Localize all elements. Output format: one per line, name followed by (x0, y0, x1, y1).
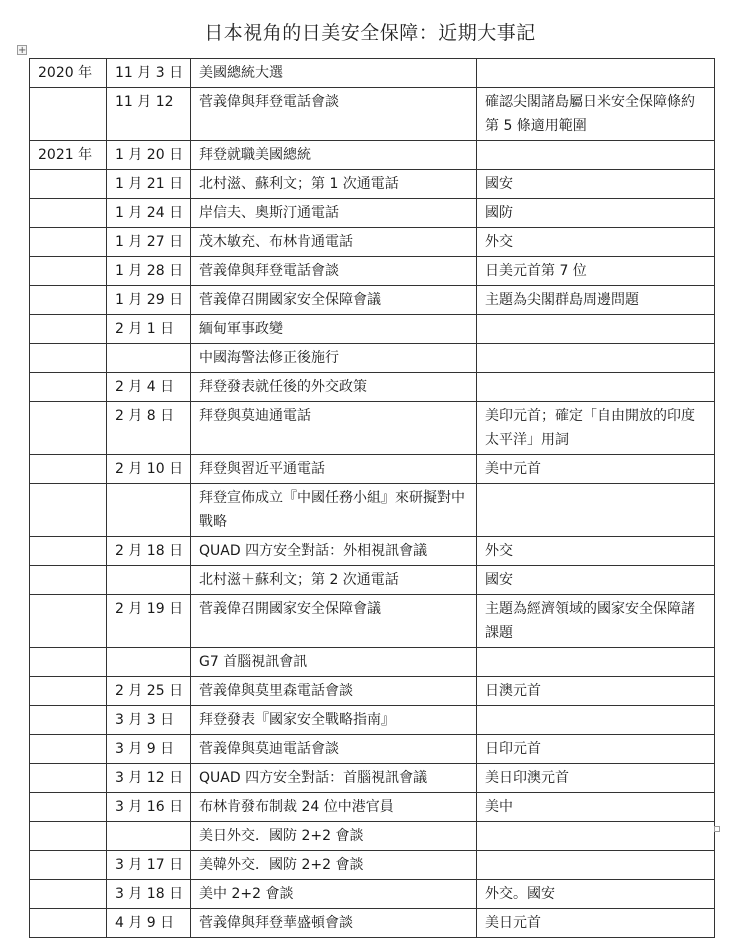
note-cell (477, 59, 715, 88)
event-cell: 菅義偉召開國家安全保障會議 (191, 595, 477, 648)
event-cell: 緬甸軍事政變 (191, 315, 477, 344)
table-row (30, 764, 715, 793)
table-row (30, 344, 715, 373)
year-cell (30, 228, 107, 257)
date-cell: 2 月 10 日 (107, 455, 191, 484)
note-cell: 外交。國安 (477, 880, 715, 909)
year-cell (30, 735, 107, 764)
date-cell: 3 月 18 日 (107, 880, 191, 909)
year-cell (30, 677, 107, 706)
date-cell: 11 月 3 日 (107, 59, 191, 88)
event-cell: 菅義偉召開國家安全保障會議 (191, 286, 477, 315)
event-cell: 菅義偉與莫里森電話會談 (191, 677, 477, 706)
year-cell (30, 822, 107, 851)
note-cell: 日印元首 (477, 735, 715, 764)
date-cell: 2 月 19 日 (107, 595, 191, 648)
year-cell (30, 402, 107, 455)
date-cell (107, 648, 191, 677)
date-cell: 1 月 20 日 (107, 141, 191, 170)
year-cell (30, 170, 107, 199)
date-cell: 2 月 8 日 (107, 402, 191, 455)
event-cell: 美中 2+2 會談 (191, 880, 477, 909)
event-cell: QUAD 四方安全對話：外相視訊會議 (191, 537, 477, 566)
year-cell (30, 537, 107, 566)
year-cell (30, 344, 107, 373)
table-row (30, 595, 715, 648)
event-cell: QUAD 四方安全對話：首腦視訊會議 (191, 764, 477, 793)
note-cell (477, 648, 715, 677)
date-cell: 2 月 4 日 (107, 373, 191, 402)
event-cell: 拜登發表就任後的外交政策 (191, 373, 477, 402)
year-cell (30, 88, 107, 141)
table-row (30, 257, 715, 286)
table-row (30, 648, 715, 677)
event-cell: G7 首腦視訊會訊 (191, 648, 477, 677)
note-cell: 外交 (477, 537, 715, 566)
year-cell (30, 595, 107, 648)
date-cell: 4 月 9 日 (107, 909, 191, 938)
year-cell (30, 851, 107, 880)
table-row (30, 402, 715, 455)
date-cell: 1 月 21 日 (107, 170, 191, 199)
note-cell (477, 373, 715, 402)
table-row (30, 199, 715, 228)
table-row (30, 735, 715, 764)
year-cell (30, 706, 107, 735)
event-cell: 菅義偉與拜登電話會談 (191, 88, 477, 141)
note-cell: 美中 (477, 793, 715, 822)
table-row (30, 851, 715, 880)
table-row (30, 909, 715, 938)
event-cell: 岸信夫、奧斯汀通電話 (191, 199, 477, 228)
table-row (30, 286, 715, 315)
note-cell: 國安 (477, 566, 715, 595)
year-cell (30, 648, 107, 677)
year-cell (30, 764, 107, 793)
year-cell (30, 315, 107, 344)
date-cell: 1 月 27 日 (107, 228, 191, 257)
table-row (30, 59, 715, 88)
date-cell: 1 月 29 日 (107, 286, 191, 315)
event-cell: 美日外交．國防 2+2 會談 (191, 822, 477, 851)
event-cell: 菅義偉與莫迪電話會談 (191, 735, 477, 764)
event-cell: 拜登發表『國家安全戰略指南』 (191, 706, 477, 735)
table-row (30, 373, 715, 402)
note-cell (477, 706, 715, 735)
event-cell: 拜登與莫迪通電話 (191, 402, 477, 455)
table-row (30, 537, 715, 566)
note-cell (477, 822, 715, 851)
year-cell (30, 373, 107, 402)
year-cell (30, 484, 107, 537)
event-cell: 布林肯發布制裁 24 位中港官員 (191, 793, 477, 822)
date-cell: 2 月 25 日 (107, 677, 191, 706)
note-cell (477, 344, 715, 373)
event-cell: 拜登就職美國總統 (191, 141, 477, 170)
note-cell: 美日元首 (477, 909, 715, 938)
table-row (30, 706, 715, 735)
year-cell (30, 455, 107, 484)
table-row (30, 315, 715, 344)
year-cell (30, 880, 107, 909)
table-row (30, 677, 715, 706)
note-cell: 國防 (477, 199, 715, 228)
event-cell: 美韓外交．國防 2+2 會談 (191, 851, 477, 880)
date-cell: 1 月 24 日 (107, 199, 191, 228)
date-cell: 3 月 3 日 (107, 706, 191, 735)
year-cell (30, 909, 107, 938)
event-cell: 北村滋＋蘇利文；第 2 次通電話 (191, 566, 477, 595)
note-cell (477, 484, 715, 537)
table-row (30, 141, 715, 170)
date-cell: 3 月 16 日 (107, 793, 191, 822)
table-row (30, 880, 715, 909)
event-cell: 菅義偉與拜登華盛頓會談 (191, 909, 477, 938)
table-row (30, 566, 715, 595)
year-cell (30, 566, 107, 595)
note-cell: 日美元首第 7 位 (477, 257, 715, 286)
event-cell: 拜登與習近平通電話 (191, 455, 477, 484)
note-cell: 確認尖閣諸島屬日米安全保障條約第 5 條適用範圍 (477, 88, 715, 141)
table-resize-handle[interactable] (714, 826, 720, 832)
year-cell (30, 257, 107, 286)
year-cell (30, 793, 107, 822)
date-cell: 11 月 12 (107, 88, 191, 141)
note-cell: 主題為經濟領域的國家安全保障諸課題 (477, 595, 715, 648)
table-row (30, 88, 715, 141)
date-cell: 2 月 18 日 (107, 537, 191, 566)
year-cell: 2021 年 (30, 141, 107, 170)
table-row (30, 822, 715, 851)
year-cell (30, 199, 107, 228)
event-cell: 中國海警法修正後施行 (191, 344, 477, 373)
note-cell (477, 141, 715, 170)
event-cell: 茂木敏充、布林肯通電話 (191, 228, 477, 257)
event-cell: 菅義偉與拜登電話會談 (191, 257, 477, 286)
note-cell: 美日印澳元首 (477, 764, 715, 793)
table-move-handle-icon[interactable]: + (18, 45, 27, 56)
table-row (30, 455, 715, 484)
date-cell: 3 月 9 日 (107, 735, 191, 764)
note-cell (477, 851, 715, 880)
event-cell: 北村滋、蘇利文；第 1 次通電話 (191, 170, 477, 199)
note-cell: 國安 (477, 170, 715, 199)
note-cell: 美印元首；確定「自由開放的印度太平洋」用詞 (477, 402, 715, 455)
date-cell: 1 月 28 日 (107, 257, 191, 286)
note-cell: 日澳元首 (477, 677, 715, 706)
date-cell (107, 344, 191, 373)
date-cell: 2 月 1 日 (107, 315, 191, 344)
table-row (30, 170, 715, 199)
date-cell (107, 822, 191, 851)
date-cell: 3 月 17 日 (107, 851, 191, 880)
document-title: 日本視角的日美安全保障：近期大事記 (204, 22, 536, 44)
date-cell: 3 月 12 日 (107, 764, 191, 793)
date-cell (107, 566, 191, 595)
events-table (29, 58, 715, 938)
year-cell (30, 286, 107, 315)
event-cell: 美國總統大選 (191, 59, 477, 88)
note-cell: 美中元首 (477, 455, 715, 484)
event-cell: 拜登宣佈成立『中國任務小組』來研擬對中戰略 (191, 484, 477, 537)
table-row (30, 484, 715, 537)
note-cell: 主題為尖閣群島周邊問題 (477, 286, 715, 315)
year-cell: 2020 年 (30, 59, 107, 88)
date-cell (107, 484, 191, 537)
note-cell (477, 315, 715, 344)
table-row (30, 793, 715, 822)
table-row (30, 228, 715, 257)
note-cell: 外交 (477, 228, 715, 257)
